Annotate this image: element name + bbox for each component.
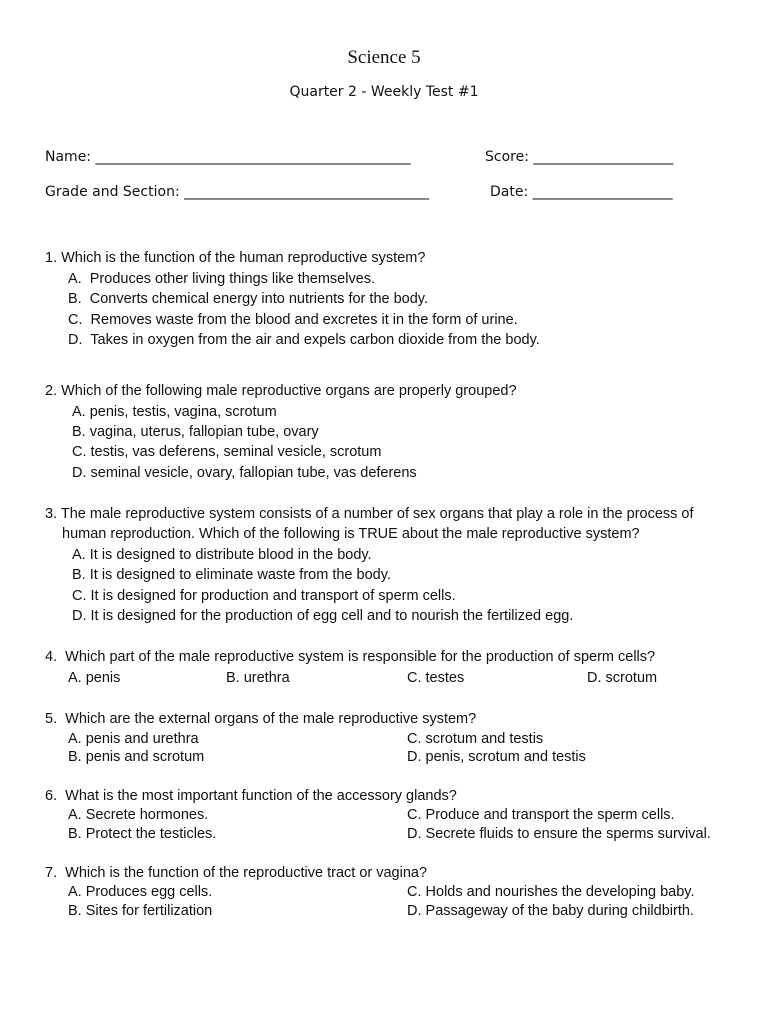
question-7-option-c[interactable]: C. Holds and nourishes the developing baby. <box>407 884 695 900</box>
question-3-stem: 3. The male reproductive system consists of a number of sex organs that play a role in the process of <box>45 506 694 522</box>
question-4-option-a[interactable]: A. penis <box>68 670 121 686</box>
page-subtitle: Quarter 2 - Weekly Test #1 <box>289 84 479 100</box>
date-field[interactable]: Date: ____________________ <box>490 184 673 200</box>
question-3-option-d[interactable]: D. It is designed for the production of egg cell and to nourish the fertilized egg. <box>72 608 574 624</box>
question-7-stem: 7. Which is the function of the reproductive tract or vagina? <box>45 865 428 881</box>
question-3-option-c[interactable]: C. It is designed for production and transport of sperm cells. <box>72 588 456 604</box>
question-1-option-a[interactable]: A. Produces other living things like themselves. <box>68 271 376 287</box>
question-6-option-b[interactable]: B. Protect the testicles. <box>68 826 217 842</box>
grade-section-field[interactable]: Grade and Section: ___________________________________ <box>45 184 430 200</box>
page-title: Science 5 <box>347 47 421 68</box>
question-5-option-b[interactable]: B. penis and scrotum <box>68 749 205 765</box>
question-4-option-c[interactable]: C. testes <box>407 670 465 686</box>
question-7-option-d[interactable]: D. Passageway of the baby during childbirth. <box>407 903 694 919</box>
question-2-stem: 2. Which of the following male reproductive organs are properly grouped? <box>45 383 517 399</box>
question-5-option-c[interactable]: C. scrotum and testis <box>407 731 544 747</box>
question-2-option-a[interactable]: A. penis, testis, vagina, scrotum <box>72 404 277 420</box>
question-5-option-a[interactable]: A. penis and urethra <box>68 731 199 747</box>
question-5-stem: 5. Which are the external organs of the male reproductive system? <box>45 711 477 727</box>
question-3-option-a[interactable]: A. It is designed to distribute blood in the body. <box>72 547 372 563</box>
question-7-option-a[interactable]: A. Produces egg cells. <box>68 884 213 900</box>
question-5-option-d[interactable]: D. penis, scrotum and testis <box>407 749 586 765</box>
question-3-option-b[interactable]: B. It is designed to eliminate waste from the body. <box>72 567 391 583</box>
question-6-stem: 6. What is the most important function of the accessory glands? <box>45 788 457 804</box>
question-2-option-d[interactable]: D. seminal vesicle, ovary, fallopian tube, vas deferens <box>72 465 417 481</box>
question-4-stem: 4. Which part of the male reproductive system is responsible for the production of sperm cells? <box>45 649 656 665</box>
score-field[interactable]: Score: ____________________ <box>485 149 674 165</box>
question-1-option-c[interactable]: C. Removes waste from the blood and excretes it in the form of urine. <box>68 312 518 328</box>
question-6-option-a[interactable]: A. Secrete hormones. <box>68 807 209 823</box>
question-1-option-d[interactable]: D. Takes in oxygen from the air and expels carbon dioxide from the body. <box>68 332 540 348</box>
question-2-option-c[interactable]: C. testis, vas deferens, seminal vesicle, scrotum <box>72 444 382 460</box>
question-6-option-d[interactable]: D. Secrete fluids to ensure the sperms survival. <box>407 826 711 842</box>
question-3-stem-continued: human reproduction. Which of the following is TRUE about the male reproductive system? <box>62 526 640 542</box>
question-1-option-b[interactable]: B. Converts chemical energy into nutrients for the body. <box>68 291 428 307</box>
question-4-option-d[interactable]: D. scrotum <box>587 670 658 686</box>
question-7-option-b[interactable]: B. Sites for fertilization <box>68 903 213 919</box>
question-6-option-c[interactable]: C. Produce and transport the sperm cells. <box>407 807 675 823</box>
name-field[interactable]: Name: _____________________________________________ <box>45 149 411 165</box>
question-2-option-b[interactable]: B. vagina, uterus, fallopian tube, ovary <box>72 424 319 440</box>
question-4-option-b[interactable]: B. urethra <box>226 670 290 686</box>
question-1-stem: 1. Which is the function of the human reproductive system? <box>45 250 426 266</box>
